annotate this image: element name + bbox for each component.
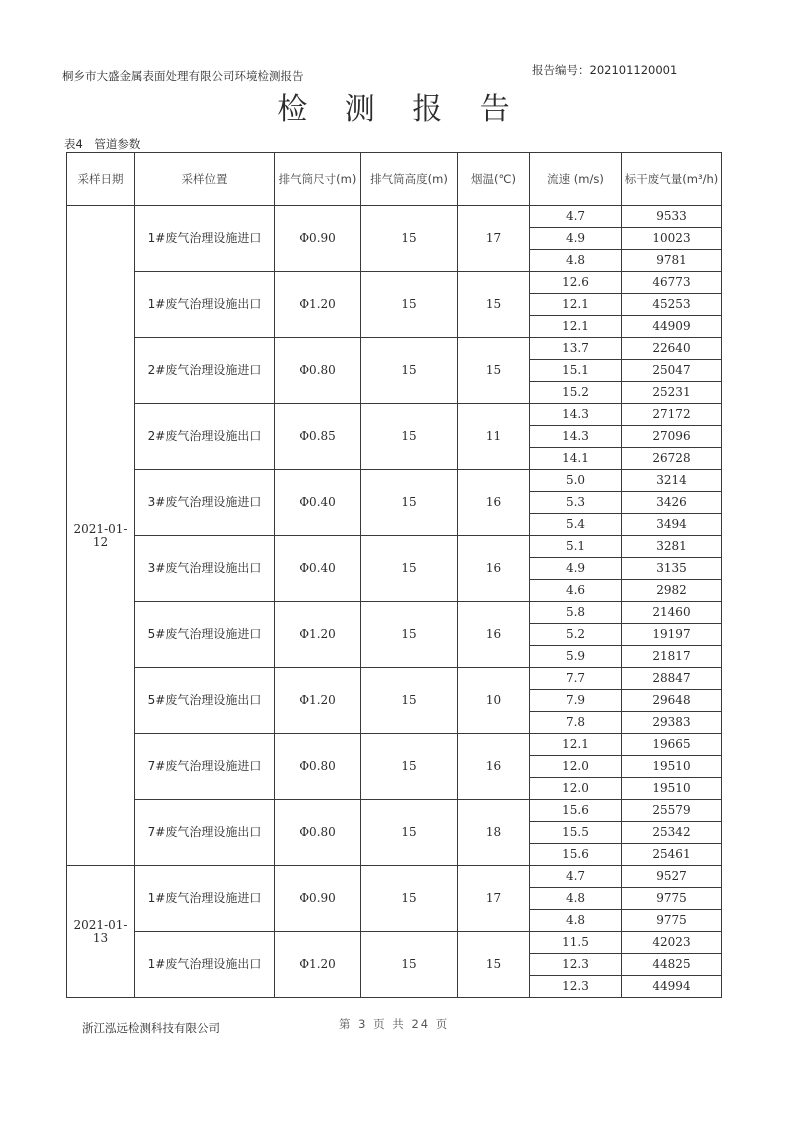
velocity-cell: 7.9 [530,690,622,712]
flue-temp-cell: 17 [458,866,530,932]
stack-height-cell: 15 [361,272,458,338]
report-number [532,62,677,78]
flue-temp-cell: 15 [458,272,530,338]
stack-height-cell: 15 [361,338,458,404]
velocity-cell: 12.1 [530,294,622,316]
table-header-row [67,153,722,206]
flue-temp-cell: 10 [458,668,530,734]
velocity-cell: 14.3 [530,404,622,426]
flue-temp-cell: 16 [458,470,530,536]
report-number-value: 202101120001 [589,63,678,77]
stack-height-cell: 15 [361,602,458,668]
flow-cell: 44909 [622,316,722,338]
flow-cell: 46773 [622,272,722,294]
stack-height-cell: 15 [361,800,458,866]
flow-cell: 25342 [622,822,722,844]
sampling-location-cell: 1#废气治理设施出口 [135,272,275,338]
flow-cell: 9775 [622,888,722,910]
velocity-cell: 12.3 [530,954,622,976]
velocity-cell: 12.1 [530,734,622,756]
velocity-cell: 12.6 [530,272,622,294]
col-header-velocity: 流速 (m/s) [530,153,622,206]
flow-cell: 19197 [622,624,722,646]
velocity-cell: 7.7 [530,668,622,690]
velocity-cell: 5.1 [530,536,622,558]
sampling-location-cell: 5#废气治理设施出口 [135,668,275,734]
velocity-cell: 7.8 [530,712,622,734]
sampling-location-cell: 5#废气治理设施进口 [135,602,275,668]
velocity-cell: 14.3 [530,426,622,448]
flow-cell: 29383 [622,712,722,734]
velocity-cell: 4.9 [530,228,622,250]
table-row [67,668,722,690]
velocity-cell: 4.9 [530,558,622,580]
col-header-location: 采样位置 [135,153,275,206]
velocity-cell: 15.1 [530,360,622,382]
col-header-diameter: 排气筒尺寸(m) [275,153,361,206]
sampling-location-cell: 1#废气治理设施出口 [135,932,275,998]
velocity-cell: 12.0 [530,756,622,778]
flue-temp-cell: 16 [458,734,530,800]
flow-cell: 28847 [622,668,722,690]
flow-cell: 25461 [622,844,722,866]
stack-height-cell: 15 [361,404,458,470]
table-row [67,734,722,756]
velocity-cell: 5.2 [530,624,622,646]
flow-cell: 9533 [622,206,722,228]
table-row [67,866,722,888]
sampling-location-cell: 1#废气治理设施进口 [135,866,275,932]
velocity-cell: 4.8 [530,910,622,932]
velocity-cell: 11.5 [530,932,622,954]
flow-cell: 21460 [622,602,722,624]
flow-cell: 9781 [622,250,722,272]
flue-temp-cell: 17 [458,206,530,272]
table-body [67,206,722,998]
flow-cell: 45253 [622,294,722,316]
table-row [67,536,722,558]
velocity-cell: 12.1 [530,316,622,338]
table-row [67,206,722,228]
flow-cell: 26728 [622,448,722,470]
company-report-header: 桐乡市大盛金属表面处理有限公司环境检测报告 [62,69,304,83]
flue-temp-cell: 11 [458,404,530,470]
flow-cell: 2982 [622,580,722,602]
flow-cell: 27096 [622,426,722,448]
velocity-cell: 12.0 [530,778,622,800]
stack-diameter-cell: Φ0.80 [275,338,361,404]
velocity-cell: 5.4 [530,514,622,536]
flow-cell: 27172 [622,404,722,426]
velocity-cell: 15.5 [530,822,622,844]
stack-diameter-cell: Φ0.85 [275,404,361,470]
flow-cell: 3281 [622,536,722,558]
stack-diameter-cell: Φ0.90 [275,206,361,272]
stack-height-cell: 15 [361,536,458,602]
sampling-location-cell: 7#废气治理设施出口 [135,800,275,866]
stack-diameter-cell: Φ1.20 [275,602,361,668]
velocity-cell: 5.3 [530,492,622,514]
flow-cell: 22640 [622,338,722,360]
footer-company: 浙江泓远检测科技有限公司 [82,1021,220,1035]
col-header-flow: 标干废气量(m³/h) [622,153,722,206]
stack-diameter-cell: Φ0.40 [275,536,361,602]
sampling-location-cell: 2#废气治理设施进口 [135,338,275,404]
velocity-cell: 15.6 [530,844,622,866]
table-row [67,338,722,360]
sampling-location-cell: 3#废气治理设施出口 [135,536,275,602]
velocity-cell: 5.0 [530,470,622,492]
flow-cell: 42023 [622,932,722,954]
velocity-cell: 13.7 [530,338,622,360]
flow-cell: 21817 [622,646,722,668]
stack-diameter-cell: Φ0.40 [275,470,361,536]
velocity-cell: 4.8 [530,250,622,272]
stack-diameter-cell: Φ1.20 [275,932,361,998]
flow-cell: 25579 [622,800,722,822]
velocity-cell: 5.8 [530,602,622,624]
flue-temp-cell: 15 [458,932,530,998]
velocity-cell: 15.2 [530,382,622,404]
flow-cell: 19510 [622,778,722,800]
velocity-cell: 4.7 [530,866,622,888]
stack-diameter-cell: Φ0.90 [275,866,361,932]
sampling-location-cell: 7#废气治理设施进口 [135,734,275,800]
flow-cell: 44825 [622,954,722,976]
stack-diameter-cell: Φ1.20 [275,272,361,338]
pipe-parameters-table [66,152,722,998]
table-row [67,404,722,426]
stack-diameter-cell: Φ1.20 [275,668,361,734]
flow-cell: 9527 [622,866,722,888]
flow-cell: 29648 [622,690,722,712]
velocity-cell: 4.8 [530,888,622,910]
flow-cell: 19510 [622,756,722,778]
table-caption: 表4 管道参数 [64,137,141,151]
sampling-date-cell: 2021-01-13 [67,866,135,998]
flue-temp-cell: 16 [458,602,530,668]
sampling-location-cell: 1#废气治理设施进口 [135,206,275,272]
sampling-location-cell: 2#废气治理设施出口 [135,404,275,470]
sampling-location-cell: 3#废气治理设施进口 [135,470,275,536]
page-number: 第 3 页 共 24 页 [339,1017,450,1031]
col-header-height: 排气筒高度(m) [361,153,458,206]
velocity-cell: 4.6 [530,580,622,602]
report-title: 检 测 报 告 [277,92,524,127]
stack-diameter-cell: Φ0.80 [275,800,361,866]
flow-cell: 25047 [622,360,722,382]
flue-temp-cell: 16 [458,536,530,602]
stack-height-cell: 15 [361,866,458,932]
velocity-cell: 14.1 [530,448,622,470]
flow-cell: 19665 [622,734,722,756]
flow-cell: 3214 [622,470,722,492]
col-header-temp: 烟温(℃) [458,153,530,206]
sampling-date-cell: 2021-01-12 [67,206,135,866]
flow-cell: 44994 [622,976,722,998]
flow-cell: 3494 [622,514,722,536]
stack-height-cell: 15 [361,668,458,734]
stack-height-cell: 15 [361,932,458,998]
table-row [67,470,722,492]
velocity-cell: 15.6 [530,800,622,822]
velocity-cell: 12.3 [530,976,622,998]
flue-temp-cell: 15 [458,338,530,404]
flow-cell: 3426 [622,492,722,514]
velocity-cell: 5.9 [530,646,622,668]
flow-cell: 10023 [622,228,722,250]
table-row [67,932,722,954]
flue-temp-cell: 18 [458,800,530,866]
flow-cell: 9775 [622,910,722,932]
stack-height-cell: 15 [361,470,458,536]
table-row [67,602,722,624]
table-row [67,272,722,294]
stack-height-cell: 15 [361,206,458,272]
col-header-date: 采样日期 [67,153,135,206]
report-number-label: 报告编号： [532,63,590,77]
table-row [67,800,722,822]
stack-height-cell: 15 [361,734,458,800]
flow-cell: 25231 [622,382,722,404]
velocity-cell: 4.7 [530,206,622,228]
flow-cell: 3135 [622,558,722,580]
stack-diameter-cell: Φ0.80 [275,734,361,800]
